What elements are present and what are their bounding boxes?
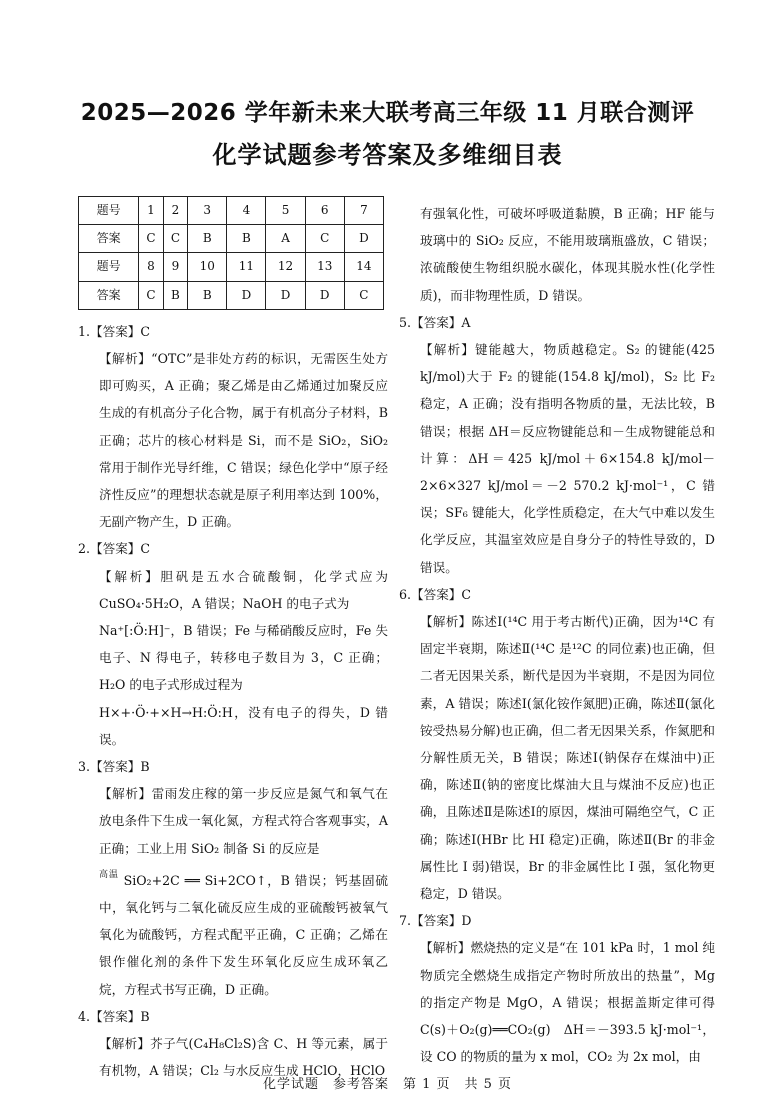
q7-answer: 7.【答案】D bbox=[399, 913, 472, 929]
q2-analysis-2: Na⁺[:Ö:H]⁻，B 错误；Fe 与稀硝酸反应时，Fe 失电子、N 得电子，转移电子数目为 3，C 正确；H₂O 的电子式形成过程为 bbox=[99, 623, 388, 693]
q1-analysis: 【解析】“OTC”是非处方药的标识，无需医生处方即可购买，A 正确；聚乙烯是由乙烯通过加聚反应生成的有机高分子化合物，属于有机高分子材料，B 正确；芯片的核心材料是 Si，而不是 SiO₂，SiO₂ 常用于制作光导纤维，C 错误；绿色化学中“原子经济性反应”的理想状态就是原子利用率达到 100%，无副产物产生，D 正确。 bbox=[99, 351, 388, 530]
q7-analysis: 【解析】燃烧热的定义是“在 101 kPa 时，1 mol 纯物质完全燃烧生成指定产物时所放出的热量”，Mg 的指定产物是 MgO，A 错误；根据盖斯定律可得 C(s)＋O₂(g)══CO₂(g) ΔH＝－393.5 kJ·mol⁻¹，设 CO 的物质的量为 x mol，CO₂ 为 2x mol，由 bbox=[420, 940, 715, 1065]
page-title: 2025—2026 学年新未来大联考高三年级 11 月联合测评 bbox=[80, 100, 695, 126]
left-column bbox=[78, 194, 388, 1085]
q3-analysis-1: 【解析】雷雨发庄稼的第一步反应是氮气和氧气在放电条件下生成一氧化氮，方程式符合客观事实，A 正确；工业上用 SiO₂ 制备 Si 的反应是 bbox=[99, 786, 388, 856]
q2-answer: 2.【答案】C bbox=[78, 541, 151, 557]
table-row: 题号 1 2 3 4 5 6 7 bbox=[79, 197, 384, 225]
answer-table bbox=[78, 196, 384, 310]
q6-answer: 6.【答案】C bbox=[399, 586, 472, 602]
q5-answer: 5.【答案】A bbox=[399, 314, 471, 330]
q1-answer: 1.【答案】C bbox=[78, 323, 151, 339]
q3-analysis-2: $^{高温}$ SiO₂+2C ══ Si+2CO↑，B 错误；钙基固硫中，氧化钙与二氧化硫反应生成的亚硫酸钙被氧气氧化为硫酸钙，方程式配平正确，C 正确；乙烯在银作催化剂的条件下发生环氧化反应生成环氧乙烷，方程式书写正确，D 正确。 bbox=[99, 869, 388, 997]
q2-analysis-1: 【解析】胆矾是五水合硫酸铜，化学式应为 CuSO₄·5H₂O，A 错误；NaOH 的电子式为 bbox=[99, 568, 388, 611]
q6-analysis: 【解析】陈述Ⅰ(¹⁴C 用于考古断代)正确，因为¹⁴C 有固定半衰期，陈述Ⅱ(¹⁴C 是¹²C 的同位素)也正确，但二者无因果关系，断代是因为半衰期，不是因为同位素，A 错误；陈述Ⅰ(氯化铵作氮肥)正确，陈述Ⅱ(氯化铵受热易分解)也正确，但二者无因果关系，作氮肥和分解性质无关，B 错误；陈述Ⅰ(钠保存在煤油中)正确，陈述Ⅱ(钠的密度比煤油大且与煤油不反应)也正确，且陈述Ⅱ是陈述Ⅰ的原因，煤油可隔绝空气，C 正确；陈述Ⅰ(HBr 比 HI 稳定)正确，陈述Ⅱ(Br 的非金属性比 I 弱)错误，Br 的非金属性比 I 强，氢化物更稳定，D 错误。 bbox=[420, 614, 715, 902]
table-row: 题号 8 9 10 11 12 13 14 bbox=[79, 253, 384, 281]
q5-analysis: 【解析】键能越大，物质越稳定。S₂ 的键能(425 kJ/mol)大于 F₂ 的键能(154.8 kJ/mol)，S₂ 比 F₂ 稳定，A 正确；没有指明各物质的量，无法比较，B 错误；根据 ΔH＝反应物键能总和－生成物键能总和计算：ΔH＝425 kJ/mol＋6×154.8 kJ/mol－2×6×327 kJ/mol＝－2 570.2 kJ·mol⁻¹，C 错误；SF₆ 键能大，化学性质稳定，在大气中难以发生化学反应，其温室效应是自身分子的特性导致的，D 错误。 bbox=[420, 342, 715, 575]
page-subtitle: 化学试题参考答案及多维细目表 bbox=[212, 141, 563, 169]
q4-analysis: 【解析】芥子气(C₄H₈Cl₂S)含 C、H 等元素，属于有机物，A 错误；Cl₂ 与水反应生成 HClO，HClO bbox=[99, 1036, 388, 1079]
q4-answer: 4.【答案】B bbox=[78, 1008, 150, 1024]
table-row: 答案 C C B B A C D bbox=[79, 225, 384, 253]
q2-analysis-3: H×+·Ö·+×H→H:Ö:H，没有电子的得失，D 错误。 bbox=[99, 704, 388, 747]
page-footer: 化学试题 参考答案 第 1 页 共 5 页 bbox=[262, 1077, 513, 1092]
q3-answer: 3.【答案】B bbox=[78, 759, 150, 775]
table-row: 答案 C B B D D D C bbox=[79, 281, 384, 309]
q4-analysis-cont: 有强氧化性，可破坏呼吸道黏膜，B 正确；HF 能与玻璃中的 SiO₂ 反应，不能用玻璃瓶盛放，C 错误；浓硫酸使生物组织脱水碳化，体现其脱水性(化学性质)，而非物理性质，D 错误。 bbox=[420, 206, 715, 303]
reaction-condition: 高温 bbox=[99, 869, 119, 880]
right-column bbox=[399, 200, 715, 1071]
